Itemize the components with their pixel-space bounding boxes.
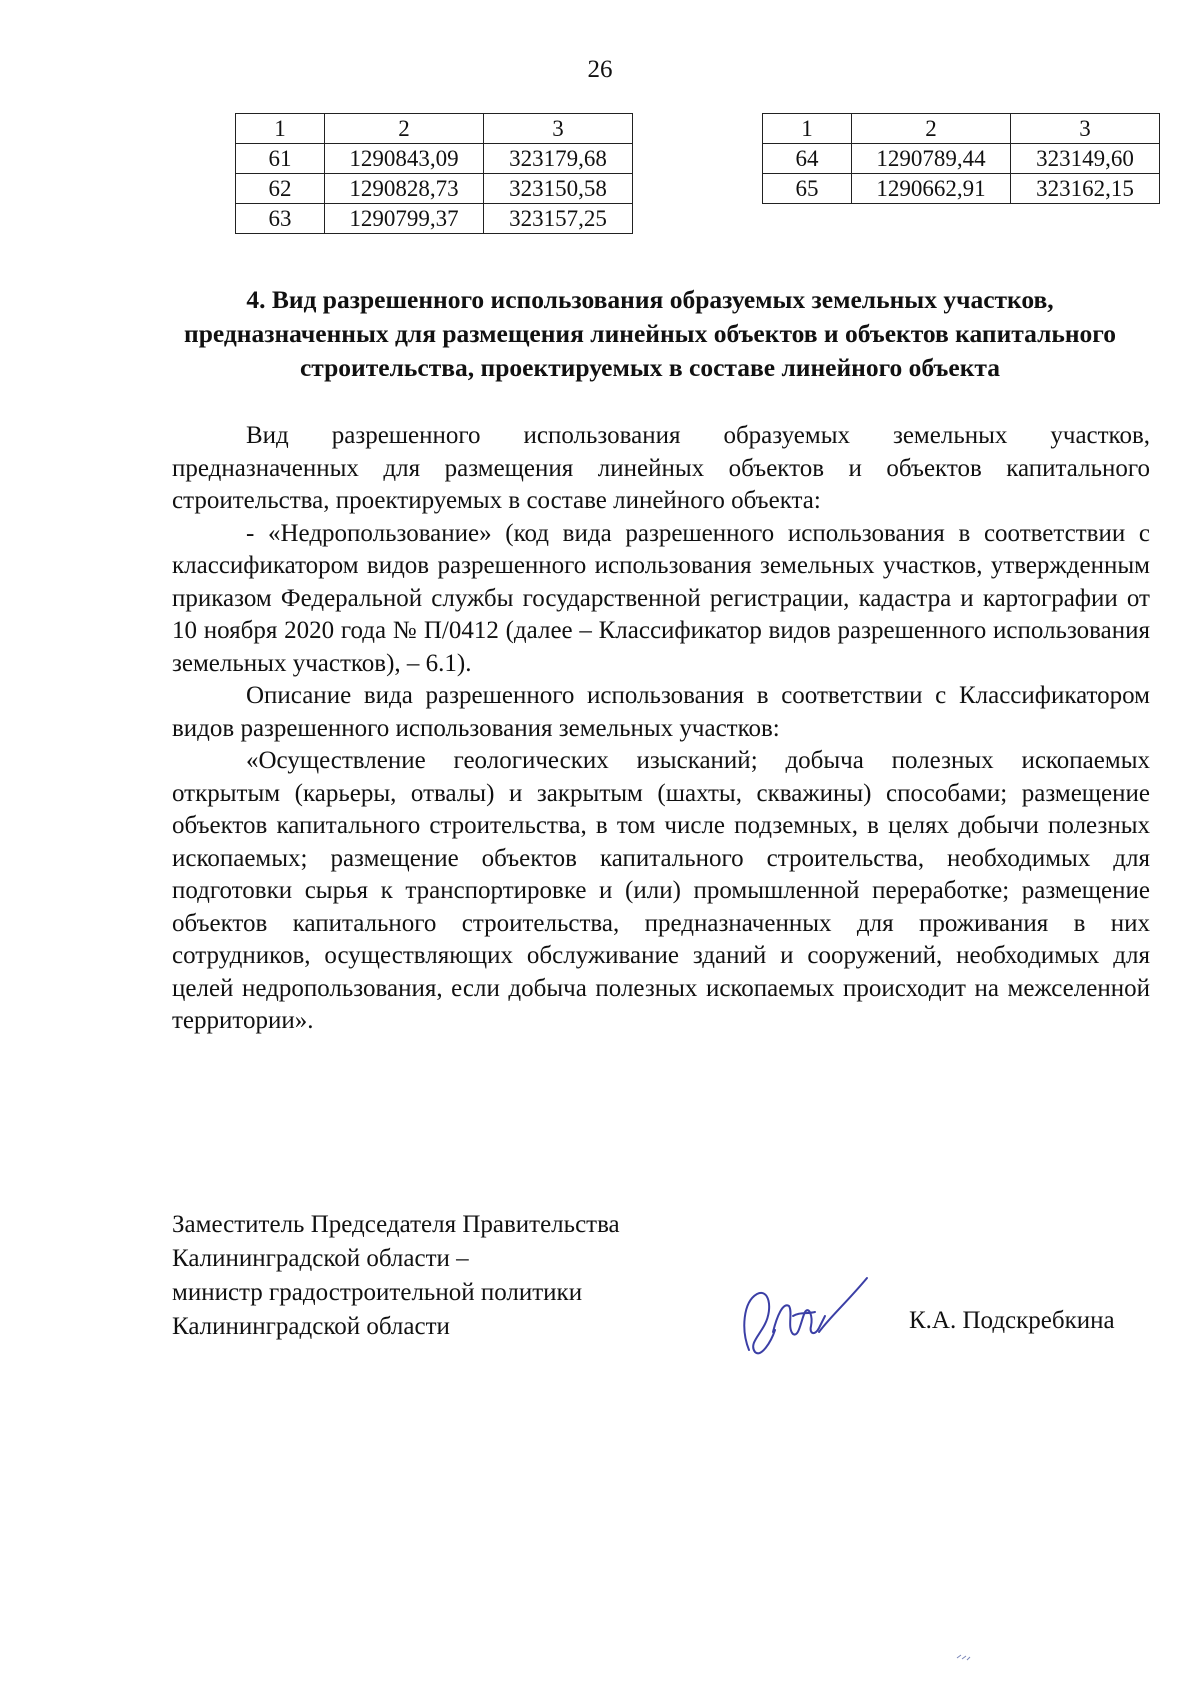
signatory-name: К.А. Подскребкина — [909, 1307, 1115, 1334]
paragraph: Вид разрешенного использования образуемых земельных участков, предназначенных для размещения линейных объектов и объектов капитального строительства, проектируемых в составе линейного объекта: — [172, 422, 1150, 514]
y-coordinate-cell: 323179,68 — [484, 144, 633, 174]
x-coordinate-cell: 1290799,37 — [325, 204, 484, 234]
table-header-row — [763, 114, 1160, 144]
x-coordinate-cell: 1290662,91 — [852, 174, 1011, 204]
header-cell: 2 — [325, 114, 484, 144]
handwritten-signature — [735, 1272, 875, 1362]
coordinates-table-left — [235, 113, 633, 234]
paragraph: Описание вида разрешенного использования в соответствии с Классификатором видов разрешенного использования земельных участков: — [172, 682, 1150, 742]
y-coordinate-cell: 323149,60 — [1011, 144, 1160, 174]
table-row — [763, 144, 1160, 174]
paragraph: «Осуществление геологических изысканий; добыча полезных ископаемых открытым (карьеры, отвалы) и закрытым (шахты, скважины) способами; размещение объектов капитального строительства, в том числе подземных, в целях добычи полезных ископаемых; размещение объектов капитального строительства, необходимых для подготовки сырья к транспортировке и (или) промышленной переработке; размещение объектов капитального строительства, предназначенных для проживания в них сотрудников, осуществляющих обслуживание зданий и сооружений, необходимых для целей недропользования, если добыча полезных ископаемых происходит на межселенной территории». — [172, 747, 1150, 1034]
point-number-cell: 63 — [236, 204, 325, 234]
table-row — [236, 144, 633, 174]
signatory-title-block — [172, 1208, 620, 1344]
point-number-cell: 62 — [236, 174, 325, 204]
header-cell: 1 — [763, 114, 852, 144]
section-heading: 4. Вид разрешенного использования образуемых земельных участков, предназначенных для размещения линейных объектов и объектов капитального строительства, проектируемых в составе линейного объекта — [184, 285, 1116, 382]
signatory-title-line: Заместитель Председателя Правительства — [172, 1211, 620, 1238]
page-number: 26 — [587, 56, 613, 83]
header-cell: 1 — [236, 114, 325, 144]
point-number-cell: 61 — [236, 144, 325, 174]
table-row — [236, 174, 633, 204]
point-number-cell: 64 — [763, 144, 852, 174]
signatory-title-line: Калининградской области – — [172, 1245, 469, 1272]
y-coordinate-cell: 323150,58 — [484, 174, 633, 204]
y-coordinate-cell: 323162,15 — [1011, 174, 1160, 204]
signatory-title-line: министр градостроительной политики — [172, 1279, 583, 1306]
point-number-cell: 65 — [763, 174, 852, 204]
scan-speck-mark — [955, 1652, 973, 1662]
header-cell: 3 — [484, 114, 633, 144]
coordinates-table-right — [762, 113, 1160, 204]
x-coordinate-cell: 1290828,73 — [325, 174, 484, 204]
table-row — [763, 174, 1160, 204]
header-cell: 3 — [1011, 114, 1160, 144]
signatory-title-line: Калининградской области — [172, 1313, 450, 1340]
table-header-row — [236, 114, 633, 144]
x-coordinate-cell: 1290789,44 — [852, 144, 1011, 174]
table-row — [236, 204, 633, 234]
x-coordinate-cell: 1290843,09 — [325, 144, 484, 174]
paragraph: - «Недропользование» (код вида разрешенного использования в соответствии с классификатором видов разрешенного использования земельных участков, утвержденным приказом Федеральной службы государственной регистрации, кадастра и картографии от 10 ноября 2020 года № П/0412 (далее – Классификатор видов разрешенного использования земельных участков), – 6.1). — [172, 519, 1150, 677]
section-body — [172, 420, 1150, 1038]
header-cell: 2 — [852, 114, 1011, 144]
y-coordinate-cell: 323157,25 — [484, 204, 633, 234]
